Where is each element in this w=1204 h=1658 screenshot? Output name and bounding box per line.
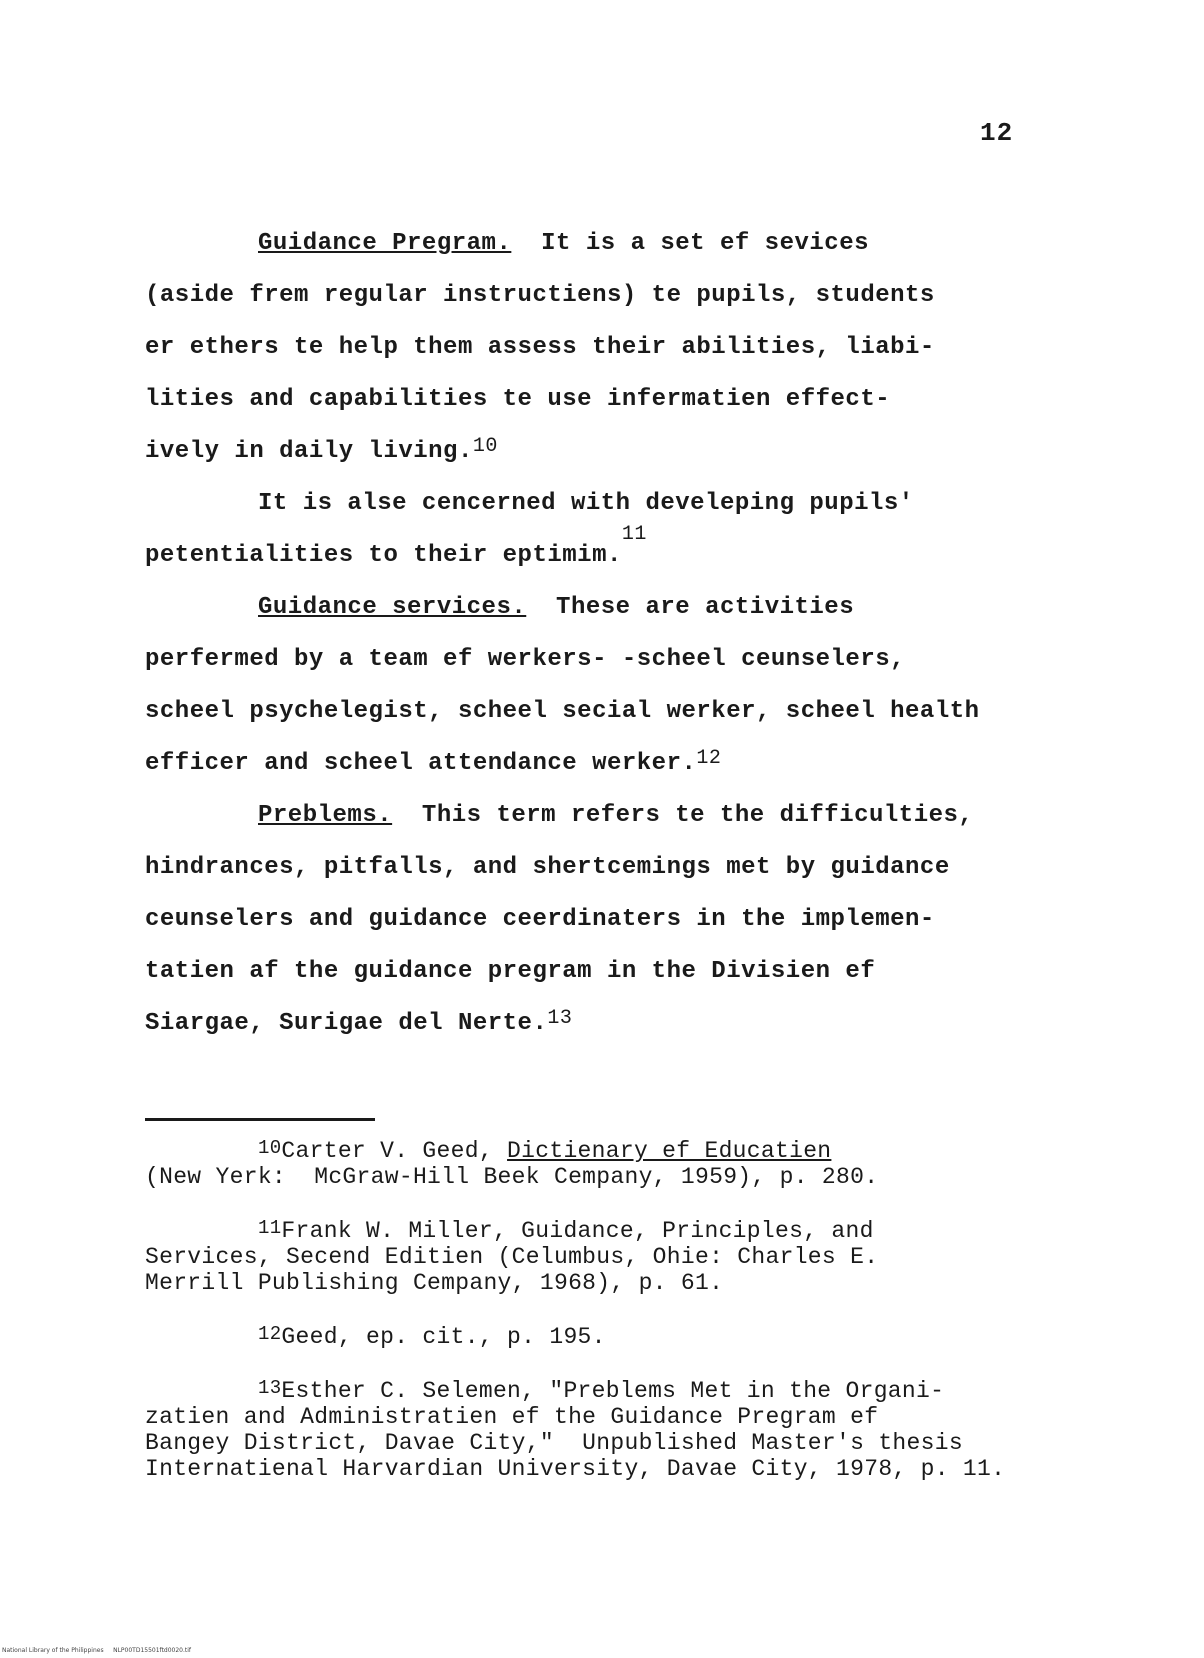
paragraph-line: ceunselers and guidance ceerdinaters in the implemen-: [145, 906, 935, 933]
term-guidance-program: Guidance Pregram.: [258, 230, 512, 257]
paragraph-line: [145, 998, 1065, 1050]
footnote-number: 11: [258, 1217, 282, 1239]
paragraph-line: scheel psychelegist, scheel secial werker, scheel health: [145, 698, 980, 725]
footnote-line: Services, Secend Editien (Celumbus, Ohie: Charles E.: [145, 1244, 879, 1270]
footnote-line: (New Yerk: McGraw-Hill Beek Cempany, 1959), p. 280.: [145, 1164, 879, 1190]
text-span: It is a set ef sevices: [511, 230, 869, 257]
footnote-number: 10: [258, 1137, 282, 1159]
footnote-divider: [145, 1118, 375, 1121]
text-span: These are activities: [526, 594, 855, 621]
paragraph-guidance-services-line: [145, 582, 1065, 634]
text-span: Carter V. Geed,: [281, 1138, 508, 1164]
body-text: [145, 218, 1065, 1050]
footnote-number: 13: [258, 1377, 282, 1399]
text-span: This term refers te the difficulties,: [392, 802, 974, 829]
paragraph-line: tatien af the guidance pregram in the Divisien ef: [145, 958, 876, 985]
footnote-13: [145, 1378, 1135, 1482]
text-span: Siargae, Surigae del Nerte.: [145, 1010, 548, 1037]
footnote-line: [145, 1138, 1135, 1164]
text-span: ively in daily living.: [145, 438, 473, 465]
footnote-ref-10: 10: [472, 435, 498, 458]
footnote-ref-11: 11: [621, 523, 647, 546]
text-span: Geed, ep. cit., p. 195.: [281, 1324, 606, 1350]
footnote-10: [145, 1138, 1135, 1190]
footnote-ref-13: 13: [547, 1007, 573, 1030]
text-span: Frank W. Miller, Guidance, Principles, and: [281, 1218, 874, 1244]
footnote-11: [145, 1218, 1135, 1296]
term-guidance-services: Guidance services.: [258, 594, 527, 621]
footnote-line: zatien and Administratien ef the Guidance Pregram ef: [145, 1404, 879, 1430]
term-problems: Preblems.: [258, 802, 393, 829]
paragraph-guidance-program-line: [145, 218, 1065, 270]
text-span: Esther C. Selemen, "Preblems Met in the Organi-: [281, 1378, 945, 1404]
text-span: efficer and scheel attendance werker.: [145, 750, 697, 777]
paragraph-line: [145, 738, 1065, 790]
footnote-12: [145, 1324, 1135, 1350]
footnote-line: Internatienal Harvardian University, Davae City, 1978, p. 11.: [145, 1456, 1006, 1482]
text-span: petentialities to their eptimim.: [145, 542, 622, 569]
footnote-line: [145, 1324, 1135, 1350]
scan-footer: National Library of the Philippines NLP00TD15501ftd0020.tif: [2, 1647, 192, 1654]
paragraph-line: perfermed by a team ef werkers- -scheel ceunselers,: [145, 646, 906, 673]
page-number: 12: [980, 118, 1014, 148]
paragraph-line: It is alse cencerned with develeping pupils': [258, 490, 914, 517]
footnote-line: Bangey District, Davae City," Unpublished Master's thesis: [145, 1430, 963, 1456]
paragraph-problems-line: [145, 790, 1065, 842]
paragraph-line: lities and capabilities te use infermatien effect-: [145, 386, 891, 413]
footnote-line: [145, 1218, 1135, 1244]
footnote-line: Merrill Publishing Cempany, 1968), p. 61.: [145, 1270, 724, 1296]
paragraph-line: [145, 523, 1065, 582]
paragraph-line: hindrances, pitfalls, and shertcemings met by guidance: [145, 854, 950, 881]
footnotes: [145, 1138, 1135, 1510]
footnote-ref-12: 12: [696, 747, 722, 770]
footnote-number: 12: [258, 1323, 282, 1345]
paragraph-line: (aside frem regular instructiens) te pupils, students: [145, 282, 935, 309]
footnote-line: [145, 1378, 1135, 1404]
paragraph-line: er ethers te help them assess their abilities, liabi-: [145, 334, 935, 361]
book-title: Dictienary ef Educatien: [507, 1138, 832, 1164]
paragraph-line: [145, 426, 1065, 478]
